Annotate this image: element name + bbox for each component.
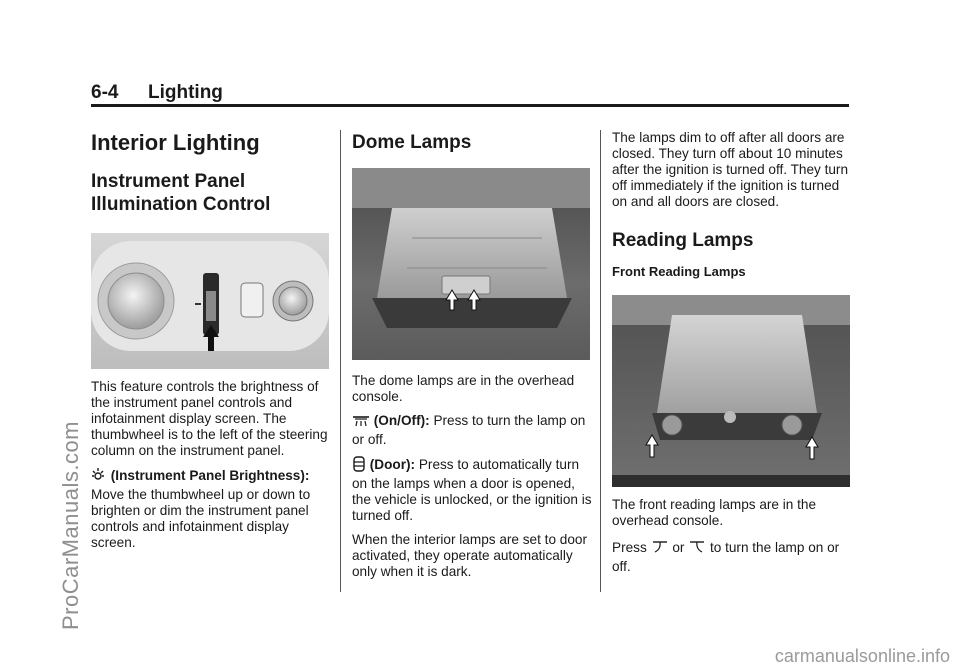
page-header bbox=[91, 80, 849, 106]
paragraph: The lamps dim to off after all doors are closed. They turn off about 10 minutes after the ignition is turned off. They turn off immediately if the ignition is turned on and all doors are closed. bbox=[612, 130, 849, 209]
footer-watermark: carmanualsonline.info bbox=[774, 646, 950, 666]
press-tail: to turn the lamp on or off. bbox=[612, 540, 840, 574]
paragraph: The dome lamps are in the overhead console. bbox=[352, 373, 575, 404]
paragraph: This feature controls the brightness of the instrument panel controls and infotainment display screen. The thumbwheel is to the left of the steering column on the instrument panel. bbox=[91, 379, 328, 458]
onoff-item bbox=[352, 413, 592, 448]
press-instruction bbox=[612, 539, 852, 575]
right-reading-lamp-icon bbox=[688, 539, 706, 559]
dome-lamps-photo bbox=[352, 168, 590, 360]
door-label: (Door): bbox=[369, 457, 416, 472]
column-divider-2 bbox=[600, 130, 601, 592]
column-2 bbox=[352, 130, 592, 580]
brightness-item bbox=[91, 467, 331, 551]
dome-lamp-icon bbox=[352, 414, 370, 432]
section-title: Lighting bbox=[148, 82, 223, 103]
front-reading-lamps-subheading: Front Reading Lamps bbox=[612, 264, 746, 279]
reading-lamps-photo bbox=[612, 295, 850, 487]
reading-lamps-heading: Reading Lamps bbox=[612, 230, 754, 251]
instrument-panel-photo bbox=[91, 233, 329, 369]
side-watermark: ProCarManuals.com bbox=[58, 420, 83, 630]
section-number: 6-4 bbox=[91, 82, 119, 103]
press-word: Press bbox=[612, 540, 647, 555]
brightness-icon bbox=[91, 467, 107, 487]
brightness-text: Move the thumbwheel up or down to brighten or dim the instrument panel controls and infotainment display screen. bbox=[91, 487, 311, 550]
door-text: Press to automatically turn on the lamps when a door is opened, the vehicle is unlocked, or the ignition is turned off. bbox=[352, 457, 592, 523]
door-item bbox=[352, 456, 592, 524]
subsection-heading-line1: Instrument Panel bbox=[91, 171, 246, 192]
paragraph: When the interior lamps are set to door activated, they operate automatically only when it is dark. bbox=[352, 532, 587, 579]
column-divider-1 bbox=[340, 130, 341, 592]
subsection-heading-line2: Illumination Control bbox=[91, 194, 271, 215]
section-heading: Interior Lighting bbox=[91, 130, 260, 155]
onoff-text: Press to turn the lamp on or off. bbox=[352, 413, 586, 447]
left-reading-lamp-icon bbox=[651, 539, 669, 559]
brightness-label: (Instrument Panel Brightness): bbox=[110, 468, 310, 483]
onoff-label: (On/Off): bbox=[373, 413, 430, 428]
or-word: or bbox=[672, 540, 685, 555]
dome-lamps-heading: Dome Lamps bbox=[352, 132, 472, 153]
door-icon bbox=[352, 456, 366, 476]
column-1 bbox=[91, 130, 331, 551]
column-3 bbox=[612, 130, 852, 575]
paragraph: The front reading lamps are in the overhead console. bbox=[612, 497, 817, 528]
header-rule bbox=[91, 104, 849, 107]
